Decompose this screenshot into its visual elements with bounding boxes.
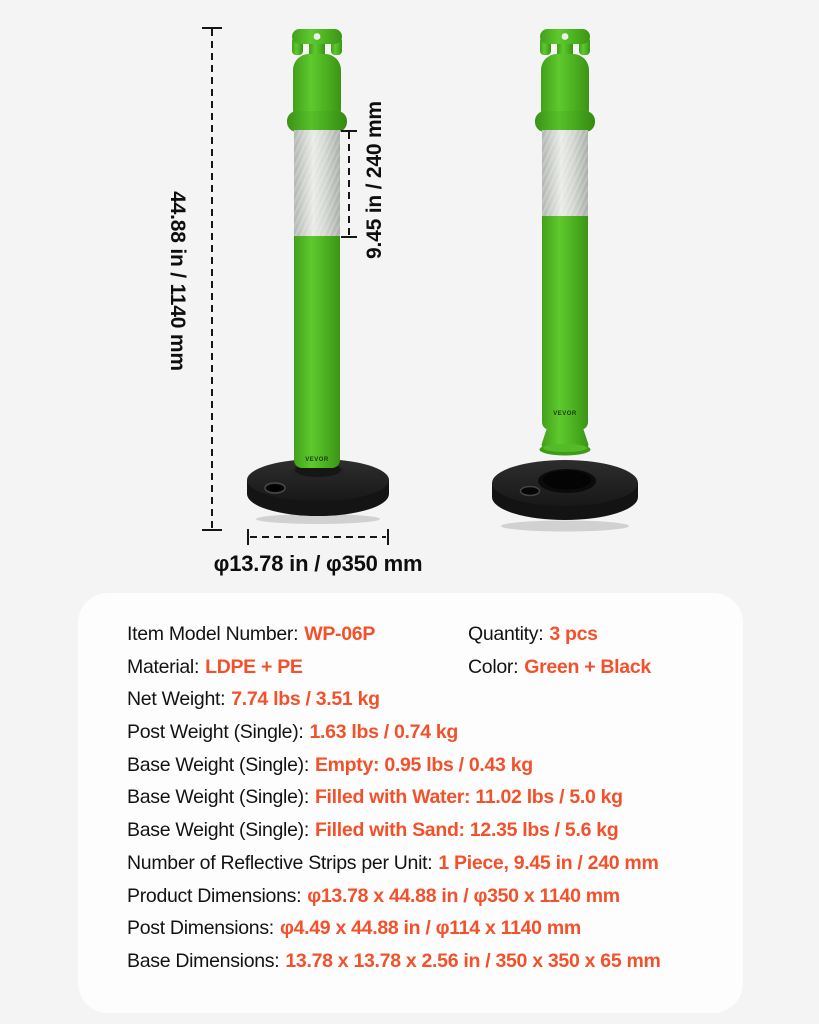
spec-label: Base Weight (Single): xyxy=(127,786,309,809)
overall-height-label: 44.88 in / 1140 mm xyxy=(166,191,189,371)
spec-label: Number of Reflective Strips per Unit: xyxy=(127,851,433,874)
spec-label: Net Weight: xyxy=(127,688,226,711)
left-post-ring xyxy=(287,111,347,132)
spec-value: 1 Piece, 9.45 in / 240 mm xyxy=(438,851,659,874)
spec-value: Green + Black xyxy=(524,655,651,678)
spec-cell-right xyxy=(468,618,598,651)
spec-label: Base Weight (Single): xyxy=(127,753,309,776)
brand-logo: VEVOR xyxy=(553,411,577,417)
left-post-cap xyxy=(293,54,341,116)
spec-value: 13.78 x 13.78 x 2.56 in / 350 x 350 x 65 mm xyxy=(285,949,661,972)
spec-row xyxy=(127,716,727,749)
spec-row xyxy=(127,651,727,684)
hook-hole xyxy=(314,33,321,40)
spec-value: WP-06P xyxy=(304,623,376,645)
right-post-ring xyxy=(535,111,595,132)
spec-value: LDPE + PE xyxy=(205,655,303,678)
spec-row xyxy=(127,749,727,782)
spec-row xyxy=(127,683,727,716)
hook-hole xyxy=(562,33,569,40)
spec-label: Post Weight (Single): xyxy=(127,721,304,744)
base-diameter-label: φ13.78 in / φ350 mm xyxy=(213,551,423,576)
spec-value: 3 pcs xyxy=(549,623,598,645)
spec-value: 1.63 lbs / 0.74 kg xyxy=(309,721,459,744)
spec-row xyxy=(127,945,727,978)
spec-value: Empty: 0.95 lbs / 0.43 kg xyxy=(314,753,533,776)
spec-label: Base Weight (Single): xyxy=(127,819,309,842)
spec-label: Product Dimensions: xyxy=(127,884,302,907)
spec-value: Filled with Sand: 12.35 lbs / 5.6 kg xyxy=(314,819,619,842)
spec-value: 7.74 lbs / 3.51 kg xyxy=(231,688,380,711)
diameter-dim-line xyxy=(250,536,386,538)
spec-row xyxy=(127,847,727,880)
spec-row xyxy=(127,912,727,945)
strip-height-label: 9.45 in / 240 mm xyxy=(363,101,386,259)
spec-row xyxy=(127,781,727,814)
right-post-cap xyxy=(541,54,589,116)
height-dim-bottom-cap xyxy=(202,529,222,531)
diameter-dim-right-cap xyxy=(387,529,389,545)
right-post-base xyxy=(485,450,645,535)
base-shadow xyxy=(501,521,629,532)
left-post-reflective-strip xyxy=(294,130,340,238)
strip-dim-bottom-cap xyxy=(341,236,357,238)
spec-list xyxy=(127,618,727,978)
left-post-shaft xyxy=(294,236,340,468)
spec-label: Material: xyxy=(127,655,200,678)
spec-cell-right xyxy=(468,651,651,684)
spec-value: Filled with Water: 11.02 lbs / 5.0 kg xyxy=(314,786,623,809)
spec-value: φ4.49 x 44.88 in / φ114 x 1140 mm xyxy=(279,917,581,940)
spec-row xyxy=(127,814,727,847)
spec-label: Base Dimensions: xyxy=(127,949,280,972)
height-dim-line xyxy=(211,29,213,529)
spec-label: Post Dimensions: xyxy=(127,917,274,940)
brand-logo: VEVOR xyxy=(305,457,329,463)
base-fill-hole xyxy=(521,487,540,496)
strip-dim-line xyxy=(348,132,350,236)
spec-label: Item Model Number: xyxy=(127,623,299,645)
right-post-reflective-strip xyxy=(542,130,588,218)
spec-label: Quantity: xyxy=(468,623,544,645)
right-post-shaft xyxy=(542,216,588,430)
right-post-foot xyxy=(535,428,595,456)
spec-label: Color: xyxy=(468,655,519,678)
spec-value: φ13.78 x 44.88 in / φ350 x 1140 mm xyxy=(307,884,620,907)
spec-row xyxy=(127,880,727,913)
spec-card xyxy=(78,593,743,1013)
spec-row xyxy=(127,618,727,651)
diameter-dim-left-cap xyxy=(247,529,249,545)
